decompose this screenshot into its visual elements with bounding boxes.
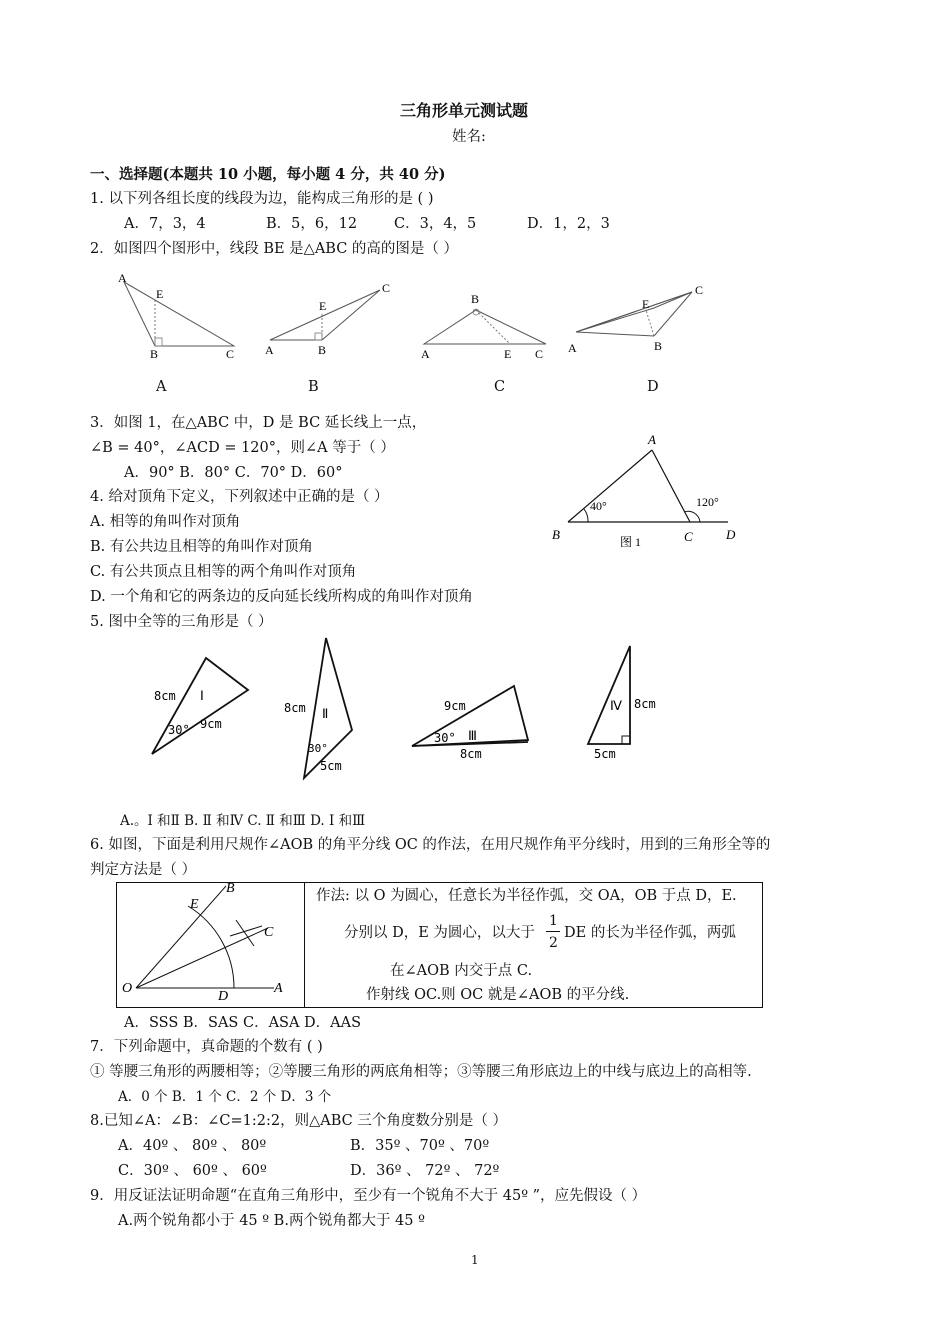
q5-t2-label: Ⅱ — [322, 707, 329, 722]
q2d-label-a: A — [568, 341, 577, 355]
q6-figure — [118, 881, 303, 1004]
q3-line2: ∠B = 40°，∠ACD = 120°，则∠A 等于（ ） — [90, 440, 395, 456]
q8-option-a: A．40º 、 80º 、 80º — [118, 1138, 267, 1154]
q8-stem: 8.已知∠A：∠B：∠C=1:2:2，则△ABC 三个角度数分别是（ ） — [90, 1113, 507, 1129]
q5-t2-side-8: 8cm — [284, 701, 306, 715]
q5-t1-side-8: 8cm — [154, 689, 176, 703]
q6-method-line1: 作法: 以 O 为圆心，任意长为半径作弧，交 OA，OB 于点 D，E. — [316, 888, 737, 904]
q5-figure-triangle-4 — [582, 640, 672, 770]
q3-caption: 图 1 — [620, 535, 642, 549]
q4-stem: 4. 给对顶角下定义，下列叙述中正确的是（ ） — [90, 489, 389, 505]
q2b-label-c: C — [382, 281, 391, 295]
q8-option-d: D．36º 、 72º 、 72º — [350, 1163, 500, 1179]
q5-t1-side-9: 9cm — [200, 717, 222, 731]
q6-label-a: A — [274, 981, 283, 996]
q6-label-b: B — [226, 881, 235, 896]
q5-t1-angle: 30° — [168, 723, 190, 737]
q5-t4-side-5: 5cm — [594, 747, 616, 761]
q2b-label-e: E — [319, 299, 327, 313]
q2-figure-b — [262, 280, 402, 360]
q2c-label-b: B — [471, 292, 480, 306]
q2d-label-e: E — [642, 297, 650, 311]
q3-options: A．90° B．80° C．70° D．60° — [124, 465, 343, 481]
q6-box-divider — [304, 882, 305, 1008]
q2c-label-a: A — [421, 347, 430, 361]
q2-figure-c — [418, 288, 558, 368]
q6-label-e: E — [190, 897, 199, 912]
q5-stem: 5. 图中全等的三角形是（ ） — [90, 614, 273, 630]
q2d-label-c: C — [695, 283, 704, 297]
q6-method-line4: 作射线 OC.则 OC 就是∠AOB 的平分线. — [366, 987, 630, 1003]
q5-t1-label: Ⅰ — [200, 689, 204, 704]
q8-option-c: C．30º 、 60º 、 60º — [118, 1163, 267, 1179]
name-label: 姓名: — [452, 129, 486, 145]
q5-t3-side-9: 9cm — [444, 699, 466, 713]
q1-option-a: A．7，3，4 — [124, 216, 206, 232]
q6-method-line2b: DE 的长为半径作弧，两弧 — [564, 925, 736, 941]
q5-t3-side-8: 8cm — [460, 747, 482, 761]
q7-body: ① 等腰三角形的两腰相等；②等腰三角形的两底角相等；③等腰三角形底边上的中线与底边上的高相等. — [90, 1064, 752, 1080]
page-number: 1 — [471, 1253, 479, 1267]
q1-option-b: B．5，6，12 — [266, 216, 358, 232]
q8-option-b: B．35º 、70º 、70º — [350, 1138, 490, 1154]
q3-label-c: C — [684, 529, 693, 544]
q3-line1: 3．如图 1，在△ABC 中，D 是 BC 延长线上一点， — [90, 415, 427, 431]
q1-option-d: D．1，2，3 — [527, 216, 610, 232]
q5-t3-label: Ⅲ — [468, 729, 477, 744]
q4-option-c: C. 有公共顶点且相等的两个角叫作对顶角 — [90, 564, 357, 580]
q5-options: A.。Ⅰ 和Ⅱ B. Ⅱ 和Ⅳ C. Ⅱ 和Ⅲ D. Ⅰ 和Ⅲ — [120, 813, 366, 829]
q4-option-d: D. 一个角和它的两条边的反向延长线所构成的角叫作对顶角 — [90, 589, 473, 605]
q2-stem: 2．如图四个图形中，线段 BE 是△ABC 的高的图是（ ） — [90, 241, 459, 257]
q3-figure — [548, 432, 748, 549]
q5-figure-triangle-2 — [282, 634, 362, 784]
q3-angle-b: 40° — [590, 499, 607, 513]
q4-option-a: A. 相等的角叫作对顶角 — [90, 514, 241, 530]
q2-caption-b: B — [308, 379, 319, 395]
q2a-label-a: A — [118, 271, 127, 285]
q6-method-line3: 在∠AOB 内交于点 C. — [390, 963, 533, 979]
q5-t2-angle: 30° — [308, 742, 328, 755]
q2-caption-d: D — [647, 379, 659, 395]
q7-options: A．0 个 B．1 个 C．2 个 D．3 个 — [118, 1089, 332, 1105]
page-title: 三角形单元测试题 — [400, 101, 529, 120]
q2-caption-a: A — [156, 379, 167, 395]
q9-stem: 9．用反证法证明命题“在直角三角形中，至少有一个锐角不大于 45º ”，应先假设（ ） — [90, 1188, 647, 1204]
q2-caption-c: C — [494, 379, 506, 395]
section-heading: 一、选择题(本题共 10 小题，每小题 4 分，共 40 分) — [90, 166, 446, 183]
q6-label-c: C — [264, 925, 274, 940]
q9-options: A.两个锐角都小于 45 º B.两个锐角都大于 45 º — [118, 1213, 425, 1229]
q3-label-b: B — [552, 527, 560, 542]
q2-figure-a — [110, 268, 240, 361]
q6-options: A．SSS B．SAS C．ASA D．AAS — [124, 1015, 362, 1031]
q2c-label-c: C — [535, 347, 544, 361]
q2-figure-d — [564, 280, 714, 360]
q2b-label-a: A — [265, 343, 274, 357]
q6-frac-bar — [546, 931, 560, 932]
q7-stem: 7．下列命题中，真命题的个数有 ( ) — [90, 1039, 323, 1055]
q6-frac-den: 2 — [549, 935, 558, 951]
q6-label-d: D — [218, 989, 229, 1004]
q5-t4-label: Ⅳ — [610, 699, 622, 714]
q3-angle-c: 120° — [696, 495, 719, 509]
q5-figure-triangle-3 — [404, 678, 544, 768]
q2a-label-c: C — [226, 347, 235, 361]
q5-figure-triangle-1 — [148, 652, 258, 762]
q6-method-line2a: 分别以 D，E 为圆心，以大于 — [344, 925, 535, 941]
q5-t3-angle: 30° — [434, 731, 456, 745]
q1-stem: 1. 以下列各组长度的线段为边，能构成三角形的是 ( ) — [90, 191, 434, 207]
q2a-label-e: E — [156, 287, 164, 301]
q4-option-b: B. 有公共边且相等的角叫作对顶角 — [90, 539, 313, 555]
q6-line2: 判定方法是（ ） — [90, 862, 197, 878]
q2a-label-b: B — [150, 347, 159, 361]
q2d-label-b: B — [654, 339, 663, 353]
q1-option-c: C．3，4，5 — [394, 216, 477, 232]
q5-t2-side-5: 5cm — [320, 759, 342, 773]
q2b-label-b: B — [318, 343, 327, 357]
q6-frac-num: 1 — [549, 913, 558, 929]
q5-t4-side-8: 8cm — [634, 697, 656, 711]
q2c-label-e: E — [504, 347, 512, 361]
q3-label-d: D — [726, 527, 736, 542]
q6-line1: 6. 如图，下面是利用尺规作∠AOB 的角平分线 OC 的作法，在用尺规作角平分线时，用到的三角形全等的 — [90, 837, 771, 853]
q3-label-a: A — [648, 432, 656, 447]
q6-label-o: O — [122, 981, 133, 996]
